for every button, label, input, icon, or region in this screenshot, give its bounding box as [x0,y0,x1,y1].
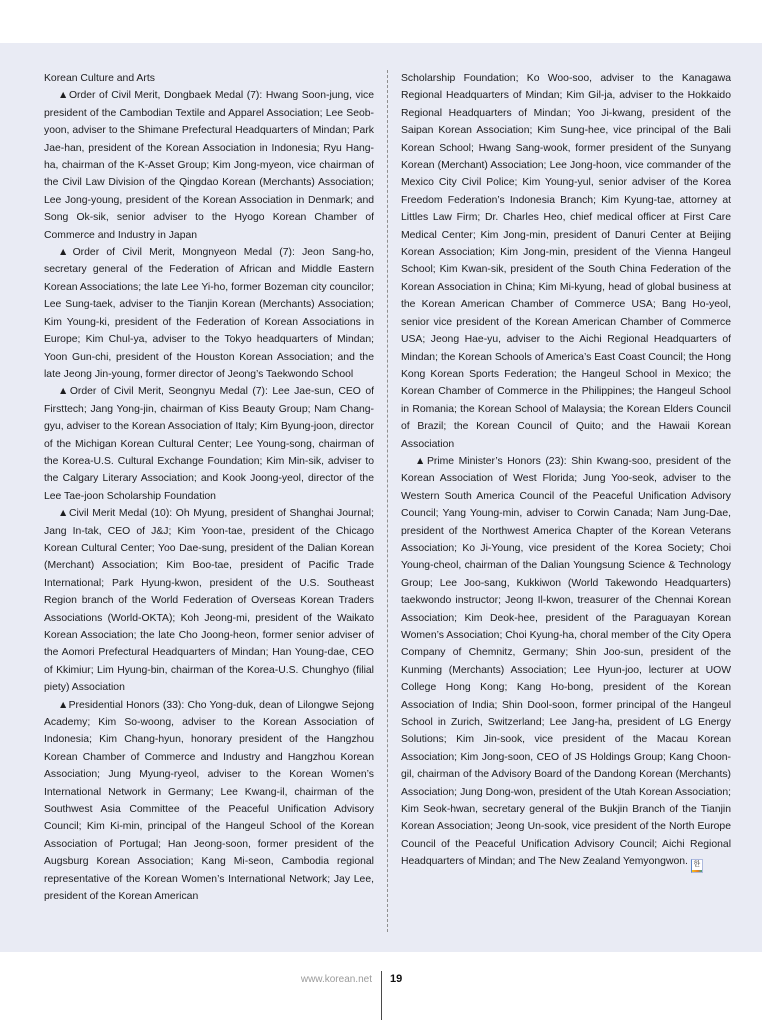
section-label: Korean Culture and Arts [44,73,155,84]
para-dongbaek-medal: ▲Order of Civil Merit, Dongbaek Medal (7): Hwang Soon-jung, vice president of the Cambodian Textile and Apparel Association; Lee Seob-yoon, adviser to the Shimane Prefectural Headquarters of Mindan; Park Jae-han, president of the Korean Association in Indonesia; Ryu Hang-ha, chairman of the K-Asset Group; Kim Jong-myeon, vice chairman of the Civil Law Division of the Qingdao Korean (Merchants) Association; Lee Jong-young, president of the Korean Association in Denmark; and Song Ok-sik, senior adviser to the Hyogo Korean Chamber of Commerce and Industry in Japan [44,90,374,241]
left-column [44,70,374,938]
right-column [401,70,731,938]
footer-website-url: www.korean.net [300,974,372,985]
page-footer [0,971,762,1020]
para-presidential-honors-continued: Scholarship Foundation; Ko Woo-soo, adviser to the Kanagawa Regional Headquarters of Mindan; Kim Gil-ja, adviser to the Hokkaido Regional Headquarters of Mindan; Yoo Ji-kwang, president of the Saipan Korean Association; Kim Sung-hee, vice principal of the Bali Korean School; Hwang Sang-wook, former president of the Sunyang Korean (Merchant) Association; Lee Jong-hoon, vice commander of the Mexico City Civil Police; Kim Young-yul, senior adviser of the Korea Freedom Federation’s Indonesia Branch; Kim Kyung-tae, attorney at Littles Law Firm; Dr. Charles Heo, chief medical officer at First Care Medical Center; Kim Jong-min, president of Danuri Center at Beijing Korean Association; Kim Jong-min, president of the Vienna Hangeul School; Kim Kwan-sik, president of the South China Federation of the Korean Association in China; Kim Mi-kyung, head of global business at the Korean American Chamber of Commerce USA; Bang Ho-yeol, senior vice president of the Korean American Chamber of Commerce USA; Jeong Hae-yu, adviser to the Aichi Regional Headquarters of Mindan; the Korean Schools of America’s East Coast Council; the Hong Kong Korean Sports Federation; the Hangeul School in Mexico; the Korean Chamber of Commerce in the Philippines; the Hangeul School in Romania; the Korean School of Malaysia; the Korean Elders Council of Brazil; the Korean Council of Quito; and the Hawaii Korean Association [401,73,731,450]
para-mongnyeon-medal: ▲Order of Civil Merit, Mongnyeon Medal (7): Jeon Sang-ho, secretary general of the Federation of African and Middle Eastern Korean Associations; the late Lee Yi-ho, former Bozeman city councilor; Lee Sung-taek, adviser to the Tianjin Korean (Merchants) Association; Kim Young-ki, president of the Federation of Korean Associations in Europe; Kim Chul-ya, adviser to the Tokyo headquarters of Mindan; Yoon Gun-chi, president of the Houston Korean Association; and the late Jeong Jin-young, former director of Jeong’s Taekwondo School [44,247,374,380]
two-column-text-area [44,70,731,938]
column-divider-dashed-line [387,70,388,932]
footer-page-number: 19 [390,973,403,985]
para-seongnyu-medal: ▲Order of Civil Merit, Seongnyu Medal (7): Lee Jae-sun, CEO of Firsttech; Jang Yong-jin, chairman of Kiss Beauty Group; Nam Chang-gyu, adviser to the Korean Association of Italy; Kim Byung-joon, director of the Michigan Korean Cultural Center; Lee Young-song, chairman of the Korea-U.S. Cultural Exchange Foundation; Kim Min-sik, adviser to the Calgary Literary Association; and Kook Joong-yeol, director of the Lee Tae-joon Scholarship Foundation [44,386,374,502]
para-prime-ministers-honors-text: ▲Prime Minister’s Honors (23): Shin Kwang-soo, president of the Korean Association of West Florida; Jung Yoo-seok, adviser to the Western South America Council of the Peaceful Unification Advisory Council; Yang Young-min, adviser to Corwin Canada; Nam Jung-Dae, president of the Northwest America Chapter of the Korean Veterans Association; Ko Ji-Young, vice president of the Korea Society; Choi Young-cheol, chairman of the Dalian Youngsung Science & Technology Group; Lee Joo-sang, Kukkiwon (World Takewondo Headquarters) taekwondo instructor; Jeong Il-kwon, treasurer of the Chennai Korean Association; Kim Deok-hee, president of the Paraguayan Korean Women’s Association; Choi Kyung-ha, choral member of the City Opera Company of Chemnitz, Germany; Shin Joo-sun, president of the Kunming (Merchants) Association; Lee Hyun-joo, lecturer at UOW College Hong Kong; Kang Ho-bong, president of the Korean Association of India; Shin Dool-soon, former principal of the Hangeul School in Zurich, Switzerland; Lee Jang-ha, president of LG Energy Solutions; Kim Jin-sook, vice president of the Macau Korean Association; Kim Jong-soon, CEO of JS Holdings Group; Kang Choon-gil, chairman of the Advisory Board of the Dandong Korean (Merchants) Association; Jung Dong-won, president of the Utah Korean Association; Kim Seok-hwan, secretary general of the Bukjin Branch of the Tianjin Korean Association; Jeong Un-sook, vice president of the North Europe Council of the Peaceful Unification Advisory Council; Aichi Regional Headquarters of Mindan; and The New Zealand Yemyongwon. [401,455,731,868]
para-civil-merit-medal: ▲Civil Merit Medal (10): Oh Myung, president of Shanghai Journal; Jang In-tak, CEO of J&J; Kim Yoon-tae, president of the Chicago Korean Cultural Center; Yoo Dae-sung, president of the Dalian Korean (Merchant) Association; Kim Boo-tae, president of Pacific Trade International; Park Hyung-kwon, president of the U.S. Southeast Region branch of the World Federation of Overseas Korean Traders Associations (World-OKTA); Koh Jeong-mi, president of the Waikato Korean Association; the late Cho Joong-heon, former senior adviser of the Aomori Prefectural Headquarters of Mindan; Han Young-dae, CEO of Kkimiur; Lim Hyung-bin, chairman of the Korea-U.S. Chunghyo (filial piety) Association [44,508,374,694]
para-presidential-honors: ▲Presidential Honors (33): Cho Yong-duk, dean of Lilongwe Sejong Academy; Kim So-woong, adviser to the Korean Association of Indonesia; Kim Chang-hyun, honorary president of the Hangzhou Korean Chamber of Commerce and Industry and Hangzhou Korean Association; Jung Myung-ryeol, adviser to the Korean Women’s International Network in Germany; Lee Kwang-il, chairman of the Southwest Asia Committee of the Peaceful Unification Advisory Council; Kim Ki-min, principal of the Hangeul School of the Korean Association of Portugal; Han Jeong-soon, former president of the Augsburg Korean Association; Kang Mi-seon, Cambodia regional representative of the Korean Women’s International Network; Jay Lee, president of the Korean American [44,699,374,903]
footer-vertical-rule [381,971,382,1020]
para-prime-ministers-honors [401,453,731,873]
content-panel [0,43,762,952]
article-end-mark-icon: 한 [691,859,703,873]
